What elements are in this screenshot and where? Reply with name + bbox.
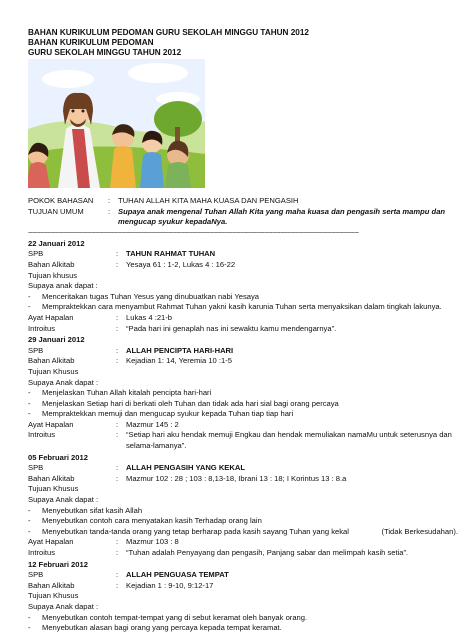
spb-row (28, 570, 458, 581)
curriculum-body (28, 196, 458, 634)
alkitab-label: Bahan Alkitab (28, 356, 75, 366)
tujuan-khusus-label: Tujuan khusus (28, 270, 78, 280)
ayat-label: Ayat Hapalan (28, 537, 74, 547)
colon: : (116, 259, 119, 269)
introitus-row (28, 430, 458, 451)
ayat-label: Ayat Hapalan (28, 419, 74, 429)
colon: : (116, 463, 119, 473)
spb-row (28, 346, 458, 357)
list-item (28, 613, 458, 624)
colon: : (116, 570, 119, 580)
dash: - (28, 388, 31, 398)
colon: : (116, 345, 119, 355)
list-item (28, 302, 458, 313)
spb-label: SPB (28, 463, 44, 473)
list-item-text: Menjelaskan Setiap hari di berkati oleh Tuhan dan tidak ada hari sial bagi orang percaya (42, 398, 339, 408)
dash: - (28, 612, 31, 622)
dash: - (28, 516, 31, 526)
bahan-alkitab-row (28, 474, 458, 485)
tilde-divider: ~~~~~~~~~~~~~~~~~~~~~~~~~~~~~~~~~~~~~~~~~~~~~~~~~~~~~~~~~~~~~~~~~~~~~~~~~~~~~~~~~~~~ (28, 227, 359, 237)
ayat-hapalan-row (28, 313, 458, 324)
spb-value: TAHUN RAHMAT TUHAN (126, 249, 216, 259)
spb-label: SPB (28, 249, 44, 259)
spb-label: SPB (28, 345, 44, 355)
list-item (28, 388, 458, 399)
introitus-label: Introitus (28, 323, 56, 333)
spb-value: ALLAH PENCIPTA HARI-HARI (126, 345, 234, 355)
list-item-text: Mempraktekkan cara menyambut Rahmat Tuhan yakni kasih karunia Tuhan serta menyaksikan dalam tingkah lakunya. (42, 302, 442, 312)
list-item-text: Mempraktekkan memuji dan mengucap syukur kepada Tuhan tiap tiap hari (42, 409, 294, 419)
tujuan-khusus-label: Tujuan Khusus (28, 591, 79, 601)
introitus-value: “Setiap hari aku hendak memuji Engkau dan hendak memuliakan namaMu untuk seterusnya dan selama-lamanya”. (126, 430, 452, 451)
ayat-value: Mazmur 145 : 2 (126, 419, 179, 429)
doc-title-line3: GURU SEKOLAH MINGGU TAHUN 2012 (28, 48, 182, 57)
introitus-row (28, 548, 458, 559)
colon: : (116, 537, 119, 547)
colon: : (116, 249, 119, 259)
dash: - (28, 526, 31, 536)
dash: - (28, 505, 31, 515)
dash: - (28, 623, 31, 633)
ayat-value: Lukas 4 :21-b (126, 312, 173, 322)
list-item-text: Menyebutkan sifat kasih Allah (42, 505, 143, 515)
list-item (28, 516, 458, 527)
section-date: 22 Januari 2012 (28, 238, 85, 248)
list-item-text: Menyebutkan alasan bagi orang yang percaya kepada tempat keramat. (42, 623, 282, 633)
list-item-text: Menjelaskan Tuhan Allah kitalah pencipta hari-hari (42, 388, 212, 398)
colon: : (116, 323, 119, 333)
dash: - (28, 398, 31, 408)
introitus-label: Introitus (28, 548, 56, 557)
list-item (28, 623, 458, 634)
tujuan-umum-row (28, 207, 458, 228)
pokok-value: TUHAN ALLAH KITA MAHA KUASA DAN PENGASIH (118, 196, 299, 205)
alkitab-value: Yesaya 61 : 1-2, Lukas 4 : 16-22 (126, 259, 236, 269)
supaya-anak-label: Supaya Anak dapat : (28, 601, 99, 611)
dash: - (28, 302, 31, 312)
list-item (28, 506, 458, 517)
colon: : (116, 356, 119, 366)
colon: : (116, 419, 119, 429)
jesus-children-illustration (28, 59, 205, 188)
supaya-anak-label: Supaya Anak dapat : (28, 377, 99, 387)
alkitab-label: Bahan Alkitab (28, 259, 75, 269)
introitus-value: “Pada hari ini genaplah nas ini sewaktu kamu mendengarnya”. (126, 323, 337, 333)
spb-value: ALLAH PENGUASA TEMPAT (126, 570, 229, 580)
colon: : (108, 196, 111, 205)
list-item-text: Menceritakan tugas Tuhan Yesus yang dinubuatkan nabi Yesaya (42, 291, 260, 301)
colon: : (116, 312, 119, 322)
dash: - (28, 409, 31, 419)
list-item-text: Menyebutkan contoh tempat-tempat yang di sebut keramat oleh banyak orang. (42, 612, 308, 622)
supaya-anak-label: Supaya Anak dapat : (28, 495, 99, 505)
spb-value: ALLAH PENGASIH YANG KEKAL (126, 463, 245, 473)
colon: : (116, 430, 119, 440)
tujuan-value: Supaya anak mengenal Tuhan Allah Kita yang maha kuasa dan pengasih serta mampu dan mengucap syukur kepadaNya. (118, 206, 446, 227)
alkitab-label: Bahan Alkitab (28, 473, 75, 483)
alkitab-label: Bahan Alkitab (28, 580, 75, 590)
section-date: 05 Februari 2012 (28, 452, 88, 462)
doc-title-line2: BAHAN KURIKULUM PEDOMAN (28, 38, 154, 47)
tujuan-khusus-label: Tujuan Khusus (28, 484, 79, 494)
alkitab-value: Mazmur 102 : 28 ; 103 : 8,13-18, Ibrani 13 : 18; I Korintus 13 : 8.a (126, 473, 347, 483)
bahan-alkitab-row (28, 356, 458, 367)
introitus-label: Introitus (28, 430, 56, 440)
section-date: 29 Januari 2012 (28, 335, 85, 345)
list-item (28, 292, 458, 303)
spb-row (28, 249, 458, 260)
doc-title-line1: BAHAN KURIKULUM PEDOMAN GURU SEKOLAH MINGGU TAHUN 2012 (28, 28, 309, 37)
tujuan-khusus-label: Tujuan Khusus (28, 366, 79, 376)
colon: : (116, 548, 119, 557)
bahan-alkitab-row (28, 581, 458, 592)
spb-row (28, 463, 458, 474)
list-item-text: Menyebutkan contoh cara menyatakan kasih Terhadap orang lain (42, 516, 262, 526)
introitus-value: “Tuhan adalah Penyayang dan pengasih, Panjang sabar dan melimpah kasih setia”. (126, 548, 409, 557)
alkitab-value: Kejadian 1 : 9-10, 9:12-17 (126, 580, 214, 590)
ayat-hapalan-row (28, 537, 458, 548)
bahan-alkitab-row (28, 260, 458, 271)
colon: : (116, 580, 119, 590)
list-item-text-main: Menyebutkan tanda-tanda orang yang tetap berharap pada kasih sayang Tuhan yang kekal (42, 526, 349, 536)
pokok-label: POKOK BAHASAN (28, 196, 94, 205)
list-item-text-note: (Tidak Berkesudahan). (381, 526, 458, 536)
introitus-row (28, 324, 458, 335)
list-item (28, 409, 458, 420)
spb-label: SPB (28, 570, 44, 580)
supaya-anak-label: Supaya anak dapat : (28, 281, 98, 291)
colon: : (116, 473, 119, 483)
ayat-value: Mazmur 103 : 8 (126, 537, 179, 547)
ayat-label: Ayat Hapalan (28, 312, 74, 322)
list-item-text (42, 527, 458, 538)
pokok-bahasan-row (28, 196, 458, 207)
alkitab-value: Kejadian 1: 14, Yeremia 10 :1-5 (126, 356, 232, 366)
colon: : (108, 206, 111, 216)
list-item (28, 399, 458, 410)
ayat-hapalan-row (28, 420, 458, 431)
tujuan-label: TUJUAN UMUM (28, 206, 84, 216)
section-date: 12 Februari 2012 (28, 559, 88, 569)
list-item (28, 527, 458, 538)
dash: - (28, 291, 31, 301)
